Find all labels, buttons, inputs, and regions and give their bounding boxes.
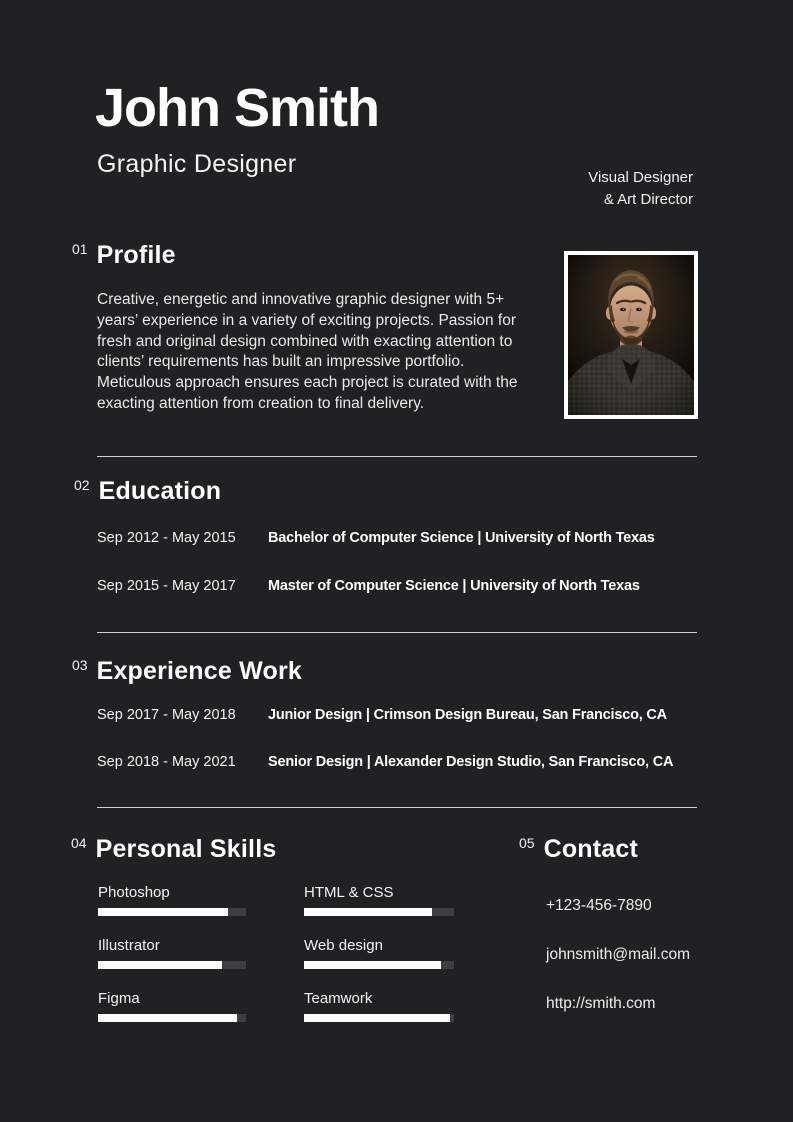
- skill-bar-track: [304, 1014, 454, 1022]
- section-title: Education: [98, 477, 222, 505]
- skill-item: [98, 990, 246, 1022]
- section-heading-education: [74, 477, 221, 505]
- skill-bar-fill: [98, 961, 222, 969]
- section-number: 04: [71, 835, 87, 851]
- row-dates: Sep 2012 - May 2015: [97, 530, 236, 546]
- row-description: Master of Computer Science | University of North Texas: [268, 578, 640, 594]
- section-heading-skills: [71, 835, 276, 863]
- row-dates: Sep 2015 - May 2017: [97, 578, 236, 594]
- skill-label: Web design: [304, 937, 383, 954]
- skill-item: [98, 884, 246, 916]
- contact-website: http://smith.com: [546, 995, 656, 1012]
- section-divider: [97, 807, 697, 808]
- section-title: Personal Skills: [95, 835, 277, 863]
- row-description: Senior Design | Alexander Design Studio, San Francisco, CA: [268, 754, 674, 770]
- row-dates: Sep 2018 - May 2021: [97, 754, 236, 770]
- section-title: Experience Work: [96, 657, 302, 685]
- row-dates: Sep 2017 - May 2018: [97, 707, 236, 723]
- education-row: [97, 578, 717, 595]
- skill-item: [304, 990, 454, 1022]
- skill-bar-track: [304, 908, 454, 916]
- skill-bar-track: [304, 961, 454, 969]
- secondary-role-line1: Visual Designer: [588, 169, 693, 186]
- contact-email: johnsmith@mail.com: [546, 946, 691, 963]
- skill-bar-fill: [304, 908, 432, 916]
- section-heading-experience: [72, 657, 302, 685]
- skill-bar-fill: [98, 908, 228, 916]
- section-heading-contact: [519, 835, 638, 863]
- skill-label: Photoshop: [98, 884, 170, 901]
- secondary-role-line2: & Art Director: [603, 190, 693, 208]
- section-divider: [97, 632, 697, 633]
- contact-list: [546, 897, 690, 1044]
- skill-bar-fill: [304, 961, 441, 969]
- skill-label: Illustrator: [98, 937, 160, 954]
- skill-label: HTML & CSS: [304, 884, 394, 901]
- section-title: Contact: [543, 835, 639, 863]
- skill-bar-track: [98, 908, 246, 916]
- secondary-role: [440, 167, 693, 210]
- section-number: 01: [72, 241, 88, 257]
- skill-bar-track: [98, 1014, 246, 1022]
- experience-row: [97, 754, 717, 771]
- skill-label: Teamwork: [304, 990, 373, 1007]
- skill-bar-fill: [98, 1014, 237, 1022]
- skills-column-left: [98, 884, 246, 1043]
- skill-bar-fill: [304, 1014, 450, 1022]
- profile-photo: [564, 251, 698, 419]
- section-divider: [97, 456, 697, 457]
- section-heading-profile: [72, 241, 176, 269]
- profile-text: Creative, energetic and innovative graphic designer with 5+ years’ experience in a variety of exciting projects. Passion for fresh and original design combined with exacting attention to clients’ requirements has built an impressive portfolio. Meticulous approach ensures each project is curated with the exacting attention from creation to final delivery.: [97, 291, 518, 412]
- skill-item: [98, 937, 246, 969]
- experience-row: [97, 707, 717, 724]
- section-number: 02: [74, 477, 90, 493]
- person-title: Graphic Designer: [97, 150, 297, 178]
- section-title: Profile: [96, 241, 176, 269]
- skill-label: Figma: [98, 990, 140, 1007]
- section-number: 03: [72, 657, 88, 673]
- row-description: Bachelor of Computer Science | University of North Texas: [268, 530, 655, 546]
- skill-bar-track: [98, 961, 246, 969]
- skill-item: [304, 937, 454, 969]
- contact-phone: +123-456-7890: [546, 897, 652, 914]
- person-name: John Smith: [95, 78, 379, 138]
- section-number: 05: [519, 835, 535, 851]
- row-description: Junior Design | Crimson Design Bureau, San Francisco, CA: [268, 707, 667, 723]
- skills-column-right: [304, 884, 454, 1043]
- education-row: [97, 530, 717, 547]
- portrait-image: [568, 255, 694, 415]
- skill-item: [304, 884, 454, 916]
